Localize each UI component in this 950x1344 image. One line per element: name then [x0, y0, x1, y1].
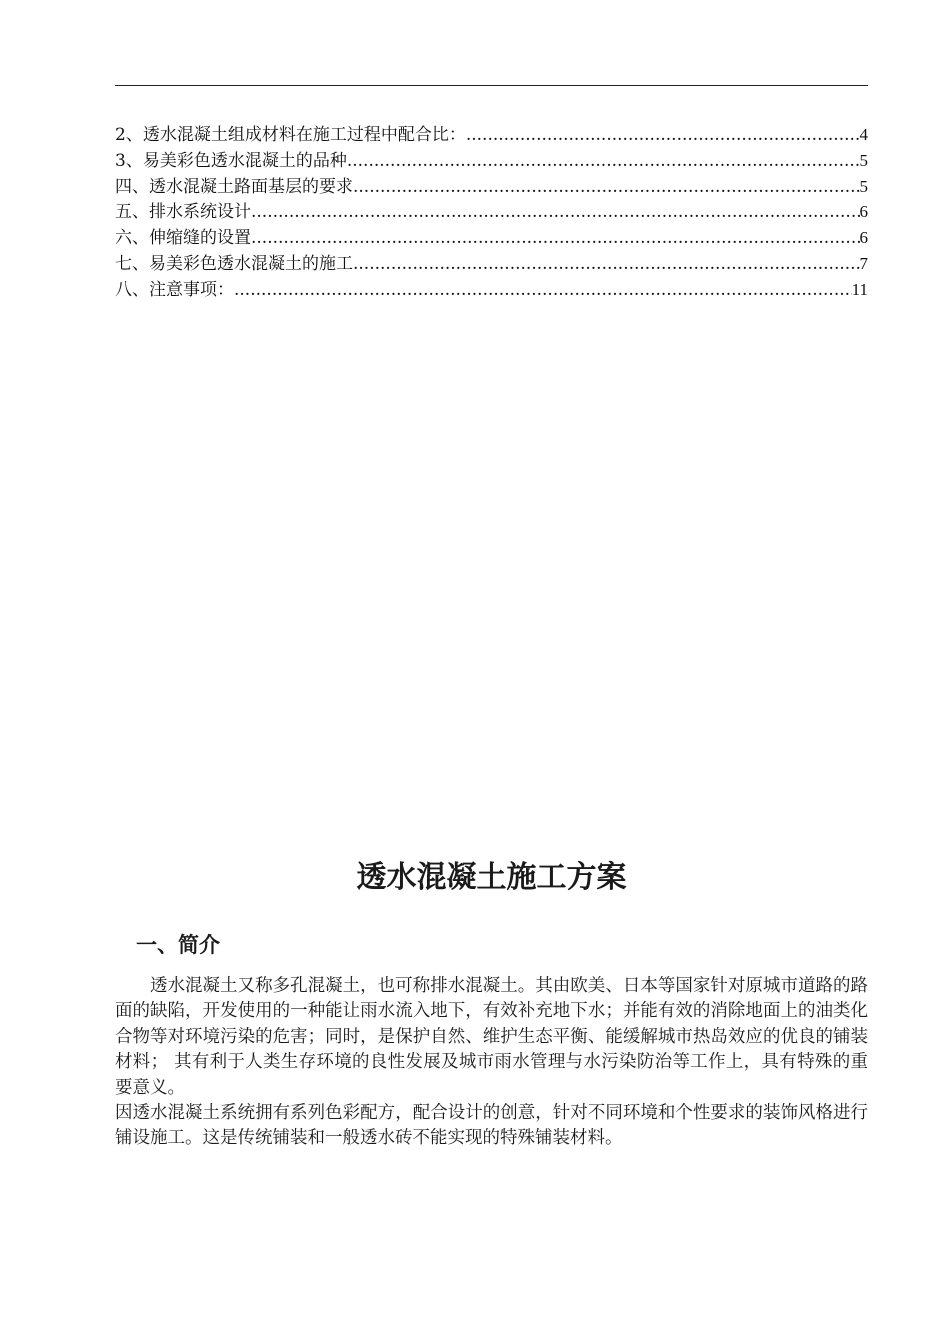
toc-entry[interactable] — [115, 122, 868, 148]
toc-entry-page: 6 — [859, 228, 868, 248]
toc-entry-title: 八、注意事项： — [115, 279, 234, 300]
toc-entry[interactable] — [115, 148, 868, 174]
header-rule — [115, 85, 868, 86]
toc-entry[interactable] — [115, 225, 868, 251]
toc-dot-leader — [353, 252, 860, 278]
toc-entry-title: 四、透水混凝土路面基层的要求 — [115, 176, 353, 197]
toc-entry-page: 6 — [859, 202, 868, 222]
toc-entry-title: 七、易美彩色透水混凝土的施工 — [115, 253, 353, 274]
body-paragraph: 透水混凝土又称多孔混凝土，也可称排水混凝土。其由欧美、日本等国家针对原城市道路的路面的缺陷，开发使用的一种能让雨水流入地下，有效补充地下水；并能有效的消除地面上的油类化合物等对环境污染的危害；同时，是保护自然、维护生态平衡、能缓解城市热岛效应的优良的铺装材料； 其有利于人类生存环境的良性发展及城市雨水管理与水污染防治等工作上，具有特殊的重要意义。 — [115, 976, 868, 1098]
toc-entry[interactable] — [115, 251, 868, 277]
toc-entry-title: 3、易美彩色透水混凝土的品种 — [115, 150, 347, 171]
toc-dot-leader — [353, 175, 860, 201]
toc-entry-title: 2、透水混凝土组成材料在施工过程中配合比： — [115, 125, 466, 145]
table-of-contents — [115, 122, 868, 303]
section-body — [115, 974, 868, 1152]
toc-entry[interactable] — [115, 199, 868, 225]
toc-dot-leader — [251, 200, 860, 226]
toc-entry-title: 五、排水系统设计 — [115, 202, 251, 223]
toc-entry[interactable] — [115, 277, 868, 303]
section-heading: 一、简介 — [136, 933, 220, 957]
toc-entry-page: 11 — [851, 279, 868, 299]
toc-entry-page: 7 — [859, 253, 868, 273]
body-paragraph: 因透水混凝土系统拥有系列色彩配方，配合设计的创意，针对不同环境和个性要求的装饰风格进行铺设施工。这是传统铺装和一般透水砖不能实现的特殊铺装材料。 — [115, 1103, 868, 1149]
toc-entry-page: 5 — [859, 176, 868, 196]
toc-entry-page: 5 — [859, 150, 868, 170]
toc-dot-leader — [466, 123, 860, 149]
toc-dot-leader — [347, 149, 860, 175]
document-title: 透水混凝土施工方案 — [356, 860, 627, 895]
toc-dot-leader — [251, 226, 860, 252]
toc-entry-page: 4 — [859, 125, 868, 144]
toc-dot-leader — [234, 278, 852, 304]
toc-entry-title: 六、伸缩缝的设置 — [115, 228, 251, 249]
toc-entry[interactable] — [115, 174, 868, 200]
